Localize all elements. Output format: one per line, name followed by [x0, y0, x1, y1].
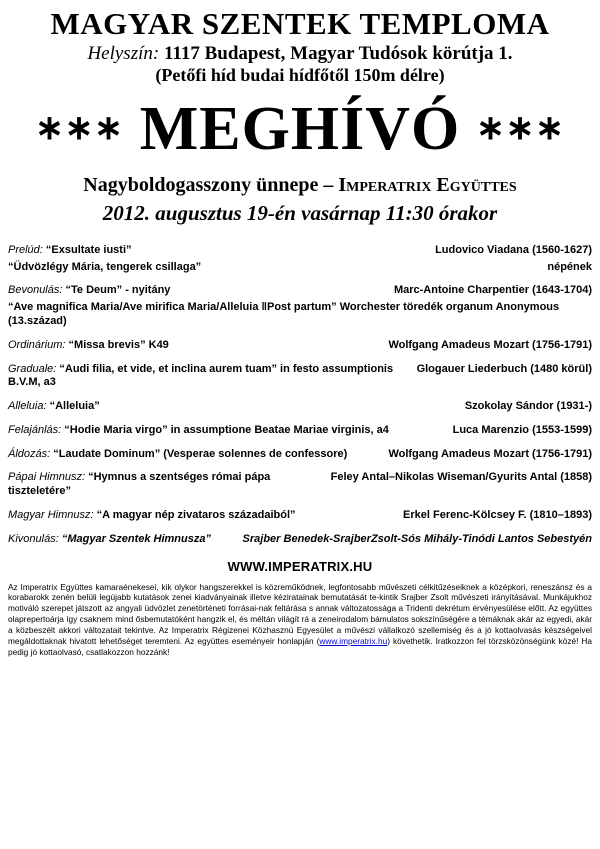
closing-genre: Kivonulás: [8, 532, 59, 545]
feast-line [8, 174, 592, 197]
list-item [8, 509, 592, 523]
imperatrix-website-link[interactable]: www.imperatrix.hu [319, 636, 388, 647]
description-text-after: ) követhetik. Iratkozzon fel törzsközönségünk közé! Ha pedig jó kottaolvasó, csatlakozzon hozzánk! [8, 636, 592, 658]
closing-performers: Srajber Benedek-SrajberZsolt-Sós Mihály-Tinódi Lantos Sebestyén [242, 532, 592, 545]
feast-name: Nagyboldogasszony ünnepe – [83, 174, 339, 197]
program-genre: Bevonulás: [8, 284, 63, 297]
program-work: “Te Deum” - nyitány [65, 284, 171, 297]
program-subwork: “Üdvözlégy Mária, tengerek csillaga” [8, 261, 202, 274]
list-item [8, 339, 592, 353]
list-item [8, 363, 592, 391]
invitation-word: MEGHÍVÓ [139, 95, 461, 164]
program-genre: Áldozás: [8, 447, 51, 460]
invitation-heading [8, 95, 592, 164]
program-subcomposer: népének [547, 261, 592, 274]
program-work: “Audi filia, et vide, et inclina aurem tuam” in festo assumptionis B.V.M, a3 [8, 362, 394, 389]
program-composer: Erkel Ferenc-Kölcsey F. (1810–1893) [403, 508, 592, 521]
program-composer: Wolfgang Amadeus Mozart (1756-1791) [388, 338, 592, 351]
venue-note: (Petőfi híd budai hídfőtől 150m délre) [155, 65, 445, 86]
list-item [8, 284, 592, 328]
program-work: “A magyar nép zivataros századaiból” [96, 508, 296, 521]
venue-label: Helyszín: [87, 42, 160, 64]
stars-right-decoration: ∗∗∗ [476, 110, 565, 148]
program-work: “Hodie Maria virgo” in assumptione Beatae Mariae virginis, a4 [64, 423, 389, 436]
date-time: 2012. augusztus 19-én vasárnap 11:30 órakor [102, 201, 498, 226]
ensemble-name: Imperatrix Együttes [338, 174, 517, 197]
stars-left-decoration: ∗∗∗ [35, 110, 124, 148]
page-title: MAGYAR SZENTEK TEMPLOMA [50, 6, 550, 41]
program-composer: Szokolay Sándor (1931-) [464, 400, 592, 413]
program-work: “Laudate Dominum” (Vesperae solennes de confessore) [53, 447, 348, 460]
program-work: “Alleluia” [49, 400, 100, 413]
program-composer: Marc-Antoine Charpentier (1643-1704) [393, 284, 592, 297]
program-genre: Graduale: [8, 362, 57, 375]
program-composer: Glogauer Liederbuch (1480 körül) [416, 362, 592, 375]
program-work: “Missa brevis” K49 [68, 338, 169, 351]
program-genre: Prelúd: [8, 244, 43, 257]
list-item [8, 448, 592, 462]
program-genre: Felajánlás: [8, 423, 62, 436]
program-work: “Hymnus a szentséges római pápa tiszteletére” [8, 471, 271, 498]
program-composer: Feley Antal–Nikolas Wiseman/Gyurits Antal (1858) [330, 471, 592, 484]
closing-item [8, 533, 592, 545]
list-item [8, 400, 592, 414]
closing-work: “Magyar Szentek Himnusza” [61, 532, 211, 545]
ensemble-description [8, 582, 592, 659]
program-composer: Ludovico Viadana (1560-1627) [435, 244, 592, 257]
description-text: Az Imperatrix Együttes kamaraénekesei, kik olykor hangszerekkel is közreműködnek, legfontosabb művészeti célkitűzéseiknek a középkori, reneszánsz és a korabarokk zenén belüli legújabb kutatások zenei kiadványainak illetve kéziratainak bemutatását te-kintik Srajber Zsolt művészeti irányításával. Munkájukhoz motiváló szerepet játszott az angyali üdvözlet zenetörténeti forrásai-nak feltárása s annak változatossága a Tridenti dekrétum érvényesülése előtt. Az együttes olaprepertoárja így csaknem mind ősbemutatóként hangzik el, és méltán világít rá a zeneirodalom bámulatos sokszínűségére a témáknak akár az egyedi, akár a közbeszélt akkori változatait tekintve. Az Imperatrix Régizenei Közhasznú Egyesület a művészi vállalkozó szellemiség és a jó kottaolvasás készségeivel megáldottaknak hivatott lehetőséget teremteni. Az együttes eseményeir honlapján ( [8, 581, 592, 647]
list-item [8, 471, 592, 499]
program-list [8, 244, 592, 522]
program-genre: Magyar Himnusz: [8, 508, 94, 521]
program-extra-line: “Ave magnifica Maria/Ave mirifica Maria/Alleluia ‖Post partum” Worchester töredék organum Anonymous (13.század) [8, 301, 560, 328]
program-genre: Alleluia: [8, 400, 47, 413]
list-item [8, 244, 592, 274]
list-item [8, 424, 592, 438]
venue-address: 1117 Budapest, Magyar Tudósok körútja 1. [163, 42, 513, 64]
venue-line [8, 43, 592, 65]
program-composer: Luca Marenzio (1553-1599) [452, 423, 592, 436]
program-composer: Wolfgang Amadeus Mozart (1756-1791) [388, 447, 592, 460]
program-genre: Pápai Himnusz: [8, 471, 86, 484]
website-link[interactable]: WWW.IMPERATRIX.HU [227, 558, 373, 574]
program-work: “Exsultate iusti” [45, 244, 132, 257]
program-genre: Ordinárium: [8, 338, 66, 351]
